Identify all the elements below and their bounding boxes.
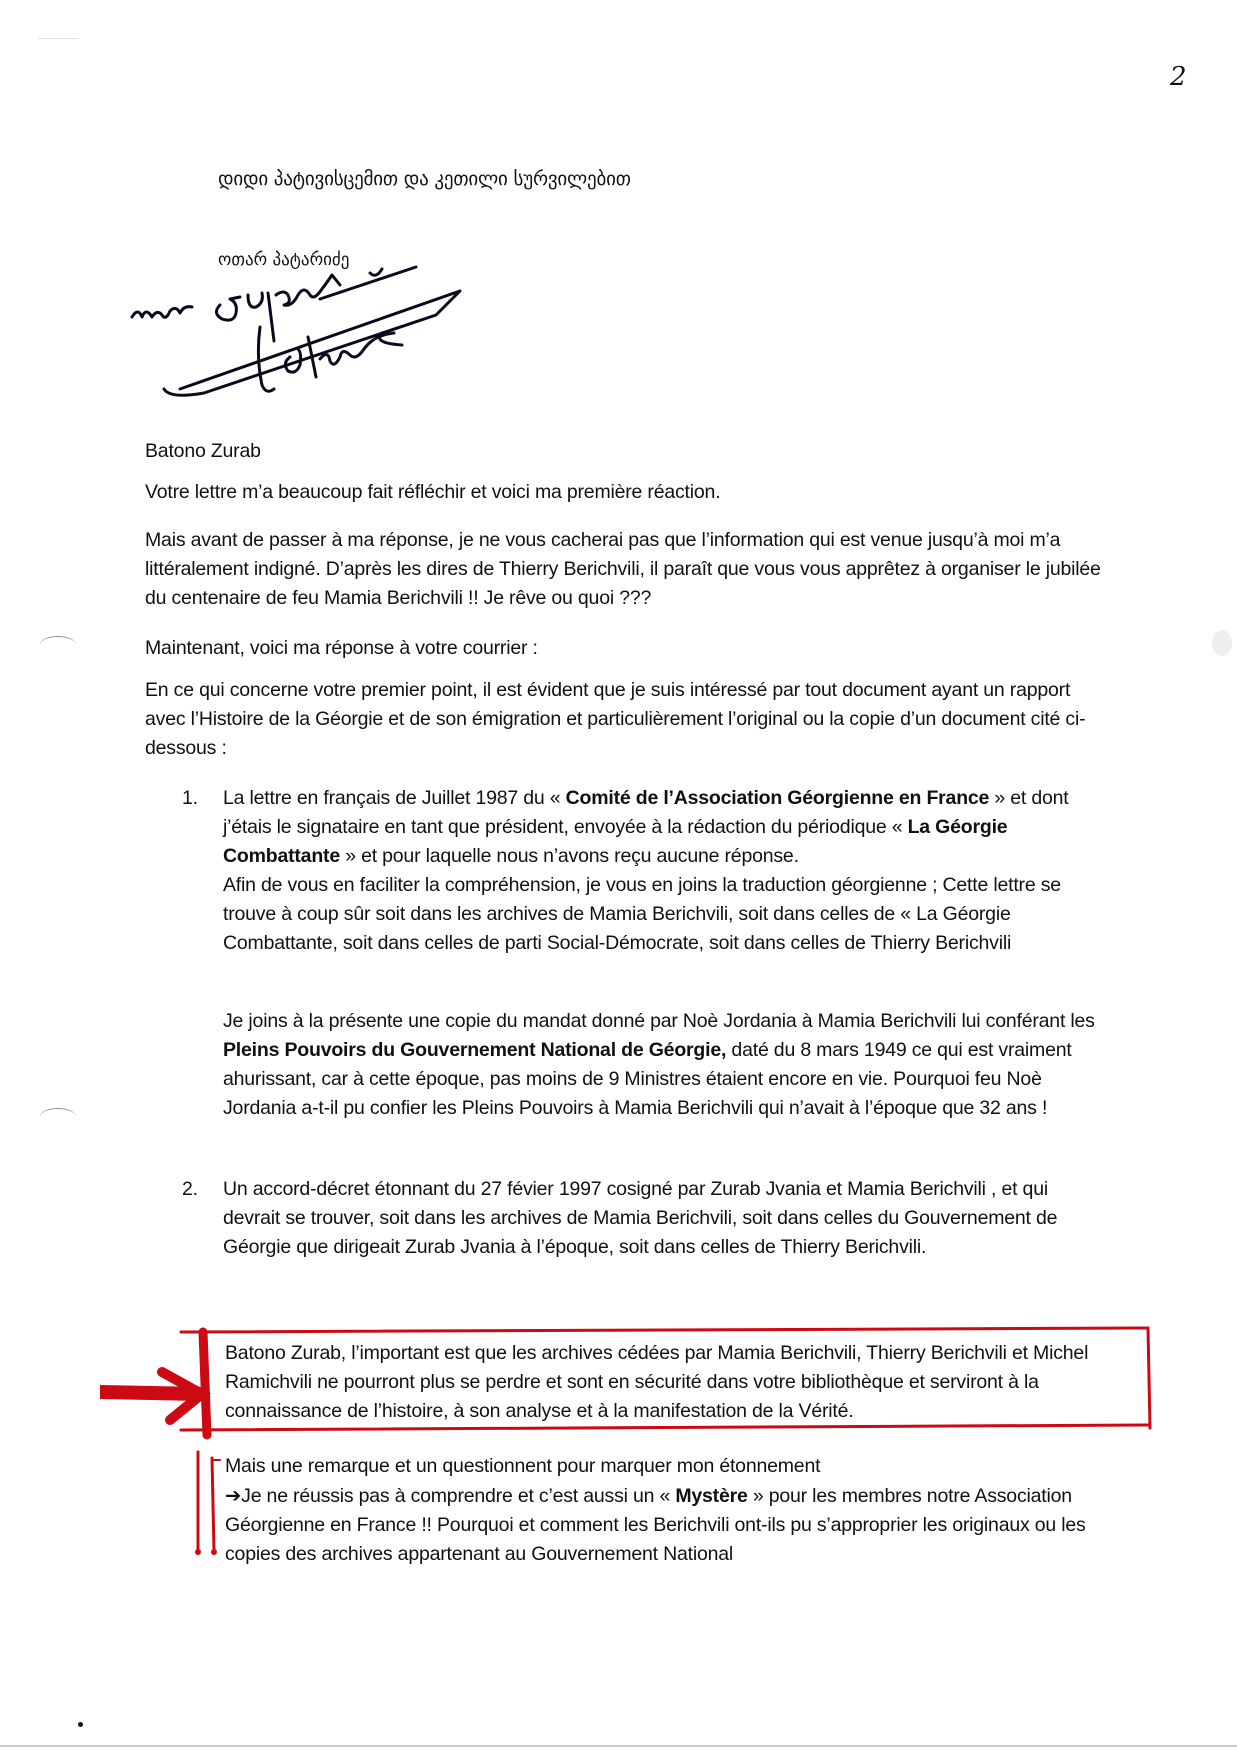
text-run: » et pour laquelle nous n’avons reçu aucune réponse. <box>339 845 799 867</box>
bold-full-powers: Pleins Pouvoirs du Gouvernement National de Géorgie, <box>223 1039 727 1061</box>
boxed-highlight-paragraph: Batono Zurab, l’important est que les archives cédées par Mamia Berichvili, Thierry Berichvili et Michel Ramichvili ne pourront plus se perdre et sont en sécurité dans votre bibliothèque et serviront à la connaissance de l’histoire, à son analyse et à la manifestation de la Vérité. <box>225 1342 1089 1422</box>
punch-hole-mark-1 <box>40 636 76 653</box>
text-run: La lettre en français de Juillet 1987 du « <box>223 787 566 809</box>
red-dot <box>195 1549 201 1555</box>
text-run: daté du 8 mars 1949 ce qui est vraiment ahurissant, car à cette époque, pas moins de 9 Ministres étaient encore en vie. Pourquoi feu Noè Jordania a-t-il pu confier les Pleins Pouvoirs à Mamia Berichvili qui n’avait à l’époque que 32 ans ! <box>223 1039 1072 1119</box>
remark-paragraph <box>225 1452 1125 1569</box>
punch-hole-mark-2 <box>40 1108 76 1125</box>
scan-smudge-right <box>1212 630 1232 656</box>
scan-mark-top-left <box>38 38 78 53</box>
list-item-2 <box>182 1175 1102 1295</box>
list-item-1-mandate-paragraph <box>223 1007 1103 1123</box>
scan-dot <box>78 1722 83 1727</box>
bold-committee-name: Comité de l’Association Géorgienne en France <box>565 787 990 809</box>
bold-periodical-name: La Géorgie Combattante <box>223 816 1008 867</box>
signatory-name-georgian: ოთარ პატარიძე <box>218 250 350 270</box>
remark-question <box>225 1481 1125 1569</box>
remark-line-1: Mais une remarque et un questionnent pour marquer mon étonnement <box>225 1455 821 1477</box>
paragraph-1: Votre lettre m’a beaucoup fait réfléchir et voici ma première réaction. <box>145 481 721 503</box>
paragraph-3: Maintenant, voici ma réponse à votre courrier : <box>145 637 538 659</box>
list-item-1-text <box>223 784 1103 871</box>
salutation: Batono Zurab <box>145 440 261 462</box>
list-item-2-text: Un accord-décret étonnant du 27 févier 1997 cosigné par Zurab Jvania et Mamia Berichvili , et qui devrait se trouver, soit dans les archives de Mamia Berichvili, soit dans celles du Gouvernement de Géorgie que dirigeait Zurab Jvania à l’époque, soit dans celles de Thierry Berichvili. <box>223 1178 1058 1258</box>
list-item-1 <box>182 784 1102 994</box>
paragraph-2: Mais avant de passer à ma réponse, je ne vous cacherai pas que l’information qui est venue jusqu’à moi m’a littéralement indigné. D’après les dires de Thierry Berichvili, il paraît que vous vous apprêtez à organiser le jubilée du centenaire de feu Mamia Berichvili !! Je rêve ou quoi ??? <box>145 529 1101 609</box>
list-number: 1. <box>182 787 198 809</box>
list-number: 2. <box>182 1178 198 1200</box>
closing-greeting-georgian: დიდი პატივისცემით და კეთილი სურვილებით <box>218 168 631 190</box>
text-run: Je ne réussis pas à comprendre et c’est aussi un « <box>241 1485 676 1507</box>
scan-bottom-edge <box>0 1745 1237 1747</box>
text-run: » et dont j’étais le signataire en tant que président, envoyée à la rédaction du périodique « <box>223 787 1069 838</box>
text-run: » pour les membres notre Association Géorgienne en France !! Pourquoi et comment les Berichvili ont-ils pu s’approprier les originaux ou les copies des archives appartenant au Gouvernement National <box>225 1485 1086 1565</box>
arrow-right-icon: ➔ <box>225 1484 242 1507</box>
page-number: 2 <box>1170 62 1187 92</box>
text-run: Je joins à la présente une copie du mandat donné par Noè Jordania à Mamia Berichvili lui conférant les <box>223 1010 1095 1032</box>
red-dot <box>211 1549 217 1555</box>
list-item-1-translation-note: Afin de vous en faciliter la compréhension, je vous en joins la traduction géorgienne ; Cette lettre se trouve à coup sûr soit dans les archives de Mamia Berichvili, soit dans celles de « La Géorgie Combattante, soit dans celles de parti Social-Démocrate, soit dans celles de Thierry Berichvili <box>223 874 1061 954</box>
paragraph-4: En ce qui concerne votre premier point, il est évident que je suis intéressé par tout document ayant un rapport avec l’Histoire de la Géorgie et de son émigration et particulièrement l’original ou la copie d’un document cité ci-dessous : <box>145 679 1086 759</box>
handwritten-signature <box>120 255 480 415</box>
bold-mystery: Mystère <box>675 1485 748 1507</box>
